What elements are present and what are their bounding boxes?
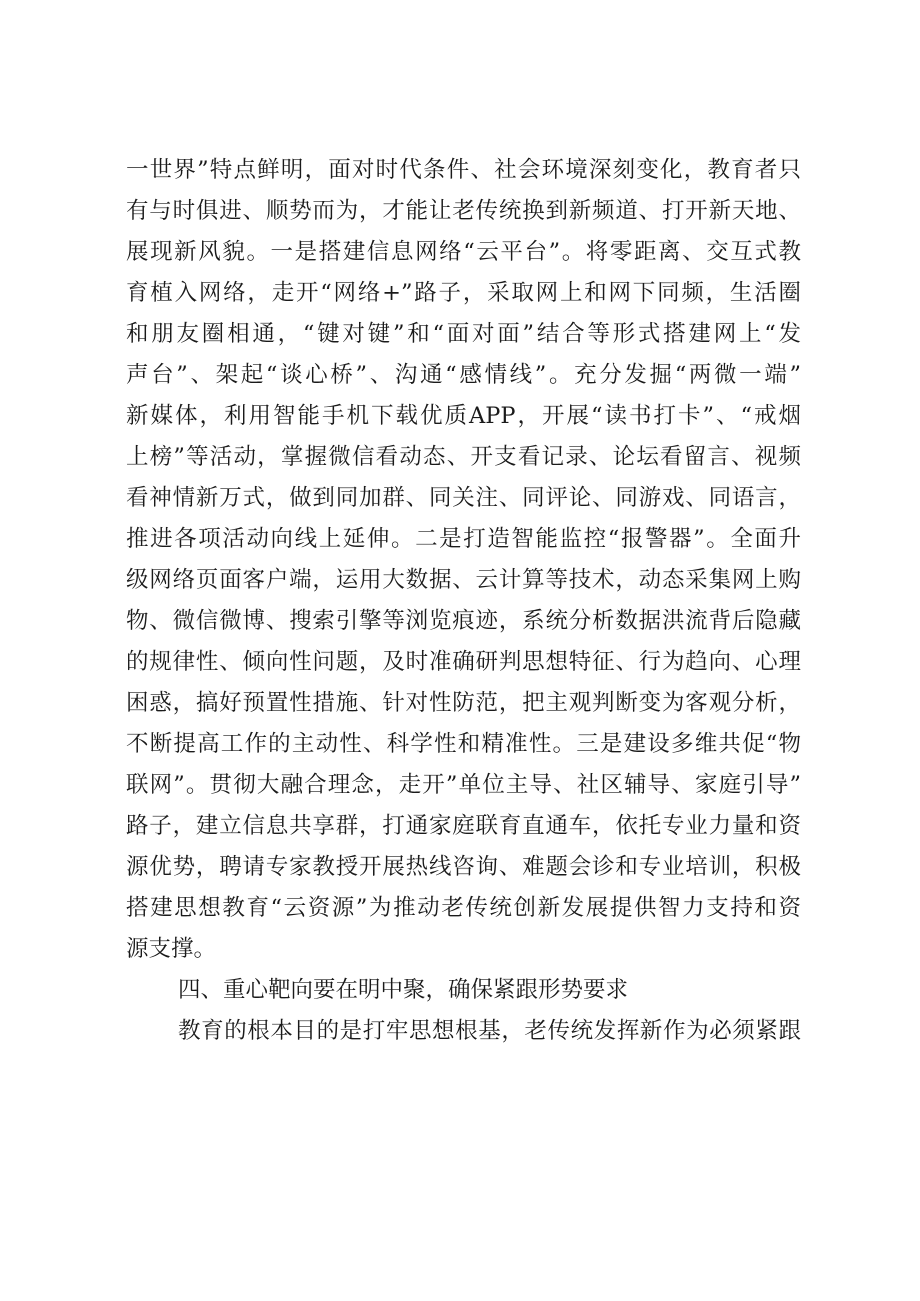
- paragraph-line: 源支撑。: [126, 936, 217, 962]
- paragraph-2-first-line: 教育的根本目的是打牢思想根基，老传统发挥新作为必须紧跟: [178, 1018, 801, 1044]
- paragraph-line: 搭建思想教育“云资源”为推动老传统创新发展提供智力支持和资: [126, 895, 801, 921]
- paragraph-line: 育植入网络，走开“网络+”路子，采取网上和网下同频，生活圈: [126, 280, 801, 306]
- paragraph-line: 的规律性、倾向性问题，及时准确研判思想特征、行为趋向、心理: [126, 649, 801, 675]
- paragraph-line: 不断提高工作的主动性、科学性和精准性。三是建设多维共促“物: [126, 731, 801, 757]
- document-body: [126, 150, 801, 1052]
- section-heading: 四、重心靶向要在明中聚，确保紧跟形势要求: [178, 977, 629, 1003]
- paragraph-line: 和朋友圈相通，“键对键”和“面对面”结合等形式搭建网上“发: [126, 321, 801, 347]
- paragraph-line: 看神情新万式，做到同加群、同关注、同评论、同游戏、同语言，: [126, 485, 801, 511]
- paragraph-line: 物、微信微博、搜索引擎等浏览痕迹，系统分析数据洪流背后隐藏: [126, 608, 801, 634]
- paragraph-line: 上榜”等活动，掌握微信看动态、开支看记录、论坛看留言、视频: [126, 444, 801, 470]
- paragraph-1: [126, 150, 801, 970]
- paragraph-line: 级网络页面客户端，运用大数据、云计算等技术，动态采集网上购: [126, 567, 801, 593]
- paragraph-line: 路子，建立信息共享群，打通家庭联育直通车，依托专业力量和资: [126, 813, 801, 839]
- paragraph-line: 新媒体，利用智能手机下载优质APP，开展“读书打卡”、“戒烟: [126, 403, 801, 429]
- paragraph-line: 困惑，搞好预置性措施、针对性防范，把主观判断变为客观分析，: [126, 690, 801, 716]
- paragraph-line: 声台”、架起“谈心桥”、沟通“感情线”。充分发掘“两微一端”: [126, 362, 801, 388]
- paragraph-line: 源优势，聘请专家教授开展热线咨询、难题会诊和专业培训，积极: [126, 854, 801, 880]
- paragraph-line: 联网”。贯彻大融合理念，走开”单位主导、社区辅导、家庭引导”: [126, 772, 801, 798]
- paragraph-line: 推进各项活动向线上延伸。二是打造智能监控“报警器”。全面升: [126, 526, 801, 552]
- paragraph-line: 有与时俱进、顺势而为，才能让老传统换到新频道、打开新天地、: [126, 198, 801, 224]
- paragraph-line: 一世界”特点鲜明，面对时代条件、社会环境深刻变化，教育者只: [126, 157, 801, 183]
- paragraph-line: 展现新风貌。一是搭建信息网络“云平台”。将零距离、交互式教: [126, 239, 801, 265]
